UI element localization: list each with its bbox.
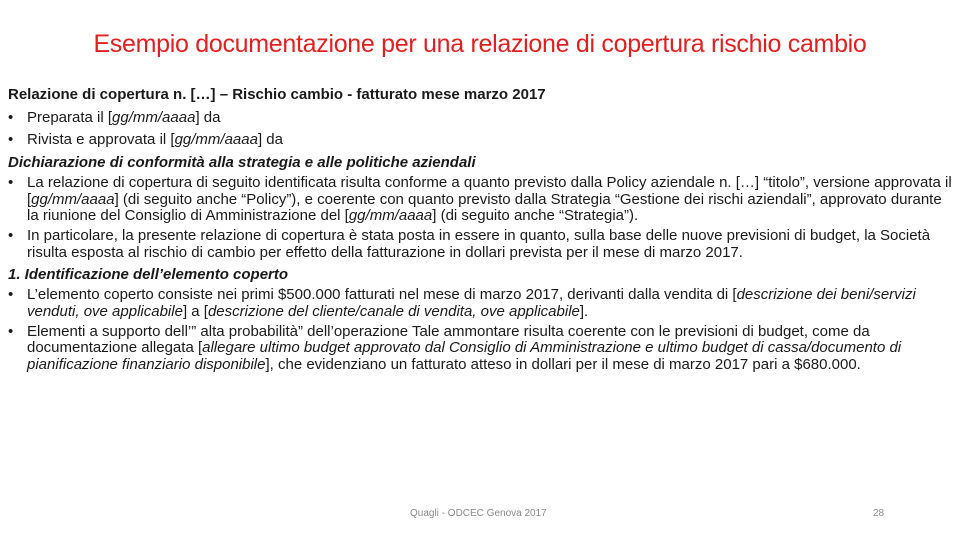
page-number: 28: [873, 508, 885, 519]
bullet-compliance-detail: • In particolare, la presente relazione di copertura è stata posta in essere in quanto, sulla base delle nuove previsioni di budget, la Società risulta esposta al rischio di cambio per effetto della fatturazione in dollari prevista per il mese di marzo 2017.: [8, 227, 931, 261]
slide-body: [8, 85, 954, 377]
report-heading: Relazione di copertura n. […] – Rischio cambio - fatturato mese marzo 2017: [8, 86, 546, 103]
bullet-marker: •: [8, 174, 14, 191]
bullet-probability-support: • Elementi a supporto dell’” alta probabilità” dell’operazione Tale ammontare risulta coerente con le previsioni di budget, come da documentazione allegata [allegare ultimo budget approvato dal Consiglio di Amministrazione e ultimo budget di cassa/documento di pianificazione finanziario disponibile], che evidenziano un fatturato atteso in dollari per il mese di marzo 2017 pari a $680.000.: [8, 322, 902, 373]
compliance-heading: Dichiarazione di conformità alla strategia e alle politiche aziendali: [8, 153, 476, 171]
bullet-marker: •: [8, 227, 14, 244]
slide-title: Esempio documentazione per una relazione di copertura rischio cambio: [93, 30, 867, 58]
bullet-hedged-item: • L’elemento coperto consiste nei primi $500.000 fatturati nel mese di marzo 2017, derivanti dalla vendita di [descrizione dei beni/servizi venduti, ove applicabile] a [descrizione del cliente/canale di vendita, ove applicabile].: [8, 286, 916, 320]
bullet-marker: •: [8, 108, 14, 126]
bullet-marker: •: [8, 322, 14, 340]
section1-heading: 1. Identificazione dell’elemento coperto: [8, 265, 289, 283]
bullet-compliance-policy: • La relazione di copertura di seguito identificata risulta conforme a quanto previsto dalla Policy aziendale n. […] “titolo”, versione approvata il [gg/mm/aaaa] (di seguito anche “Policy”), e coerente con quanto previsto dalla Strategia “Gestione dei rischi aziendali”, approvato durante la riunione del Consiglio di Amministrazione del [gg/mm/aaaa] (di seguito anche “Strategia”).: [8, 174, 952, 224]
bullet-reviewed: • Rivista e approvata il [gg/mm/aaaa] da: [8, 131, 283, 148]
footer-source: Quagli - ODCEC Genova 2017: [410, 508, 547, 519]
bullet-marker: •: [8, 131, 14, 148]
bullet-prepared: • Preparata il [gg/mm/aaaa] da: [8, 108, 221, 126]
bullet-marker: •: [8, 286, 14, 303]
